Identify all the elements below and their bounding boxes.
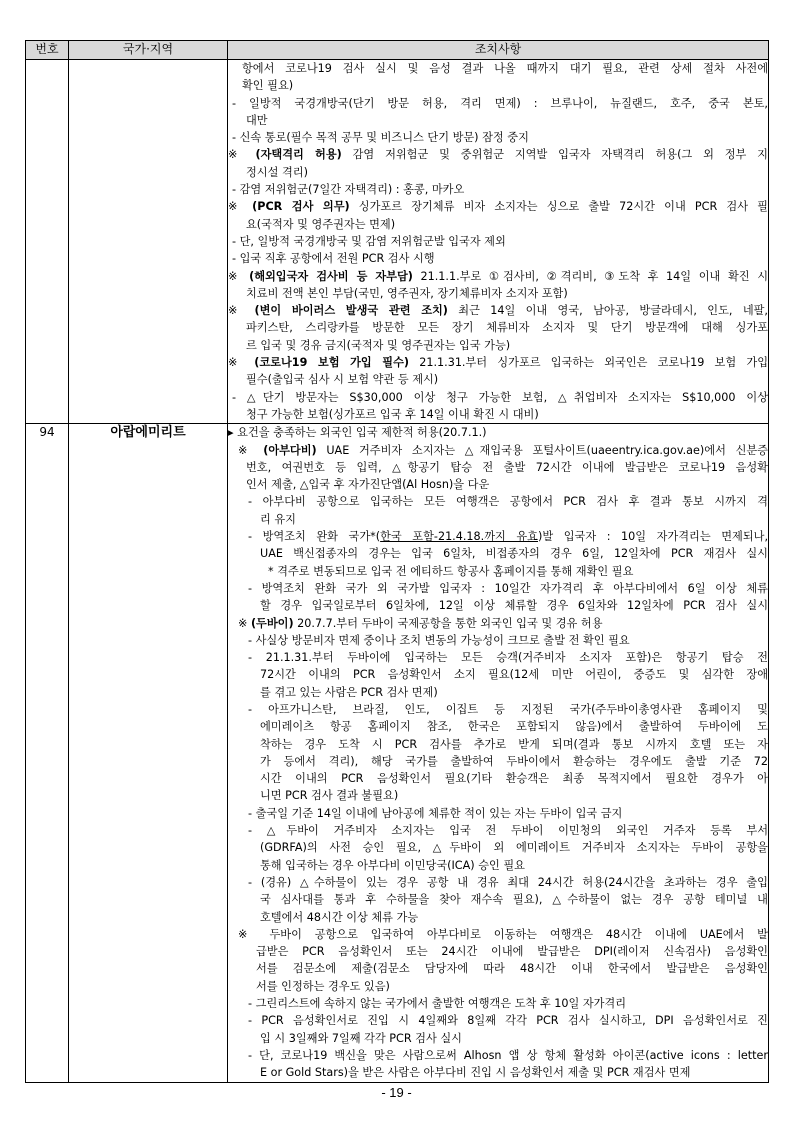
text-line: 호텔에서 48시간 이상 체류 가능 (260, 910, 419, 924)
text-line: ※ (두바이) 20.7.7.부터 두바이 국제공항을 통한 외국인 입국 및 경유 허용 (238, 616, 603, 630)
cell-measures (228, 60, 769, 424)
text-line: 리 유지 (260, 512, 296, 526)
bold-label: (자택격리 허용) (255, 148, 342, 162)
text-line: - (경유) △수하물이 있는 경우 공항 내 경유 최대 24시간 허용(24시간을 초과하는 경우 출입 (248, 875, 768, 889)
text-line: - 아부다비 공항으로 입국하는 모든 여행객은 공항에서 PCR 검사 후 결과 통보 시까지 격 (248, 495, 768, 509)
header-country: 국가·지역 (69, 41, 228, 60)
text-line: ※ (자택격리 허용) 감염 저위험군 및 중위험군 지역발 입국자 자택격리 허용(그 외 정부 지 (228, 148, 768, 162)
text-line: - 방역조치 완화 국가*(한국 포함-21.4.18.까지 유효)발 입국자 : 10일 자가격리는 면제되나, (248, 530, 768, 544)
text-line: 번호, 여권번호 등 입력, △항공기 탑승 전 출발 72시간 이내에 발급받은 코로나19 음성확 (246, 460, 768, 474)
bold-label: (코로나19 보험 가입 필수) (254, 356, 410, 370)
text-line: - 단, 코로나19 백신을 맞은 사람으로써 Alhosn 앱 상 항체 활성화 아이콘(active icons : letter (248, 1048, 768, 1062)
text-line: E or Gold Stars)을 받은 사람은 아부다비 진입 시 음성확인서 제출 및 PCR 재검사 면제 (260, 1066, 691, 1080)
text-line: 착하는 경우 도착 시 PCR 검사를 추가로 받게 되며(결과 통보 시까지 호텔 또는 자 (260, 737, 768, 751)
text-line: - 단, 일방적 국경개방국 및 감염 저위험군발 입국자 제외 (232, 234, 506, 248)
text-line: * 격주로 변동되므로 입국 전 에티하드 항공사 홈페이지를 통해 재확인 필요 (268, 564, 634, 578)
text-line: - △단기 방문자는 S$30,000 이상 청구 가능한 보험, △취업비자 소지자는 S$10,000 이상 (232, 390, 768, 404)
text-line: 요(국적자 및 영주권자는 면제) (246, 217, 396, 231)
text-line: 인서 제출, △입국 후 자가진단앱(Al Hosn)을 다운 (246, 478, 490, 492)
text-line: 국 심사대를 통과 후 수하물을 찾아 재수속 필요), △수하물이 없는 경우 공항 테미널 내 (260, 893, 768, 907)
text-line: - 방역조치 완화 국가 외 국가발 입국자 : 10일간 자가격리 후 아부다비에서 6일 이상 체류 (248, 581, 768, 595)
text-line: - 출국일 기준 14일 이내에 남아공에 체류한 적이 있는 자는 두바이 입국 금지 (248, 806, 623, 820)
text-line: 치료비 전액 본인 부담(국민, 영주권자, 장기체류비자 소지자 포함) (246, 286, 568, 300)
text-line: 항에서 코로나19 검사 실시 및 음성 결과 나올 때까지 대기 필요, 관련 상세 절차 사전에 (242, 62, 768, 75)
text-line: 를 겪고 있는 사람은 PCR 검사 면제) (260, 685, 438, 699)
measures-table (25, 40, 769, 1083)
text-line: 급받은 PCR 음성확인서 또는 24시간 이내에 발급받은 DPI(레이저 신속검사) 음성확인 (256, 945, 768, 959)
cell-measures (228, 424, 769, 1082)
text-line: 필수(출입국 심사 시 보험 약관 등 제시) (246, 373, 439, 387)
bold-label: (변이 바이러스 발생국 관련 조치) (254, 304, 448, 318)
text-line: - △두바이 거주비자 소지자는 입국 전 두바이 이민청의 외국인 거주자 등록 부서 (248, 824, 768, 838)
page-number: - 19 - (381, 1085, 412, 1100)
text-line: 에미레이츠 항공 홈페이지 참조, 한국은 포함되지 않음)에서 출발하여 두바이에 도 (260, 720, 768, 734)
text-line: 니면 PCR 검사 결과 불필요) (260, 789, 399, 803)
text-line: 할 경우 입국일로부터 6일차에, 12일 이상 체류할 경우 6일차와 12일차에 PCR 검사 실시 (260, 599, 768, 613)
text-line: 르 입국 및 경유 금지(국적자 및 영주권자는 입국 가능) (246, 338, 511, 352)
text-line: 서를 검문소에 제출(검문소 담당자에 따라 48시간 이내 한국에서 발급받은 음성확인 (256, 962, 768, 976)
bold-label: (PCR 검사 의무) (252, 200, 350, 214)
text-line: ※ (코로나19 보험 가입 필수) 21.1.31.부터 싱가포르 입국하는 외국인은 코로나19 보험 가입 (228, 356, 768, 370)
text-line: ※ (아부다비) UAE 거주비자 소지자는 △재입국용 포털사이트(uaeentry.ica.gov.ae)에서 신분증 (238, 443, 768, 457)
text-line: - 감염 저위험군(7일간 자택격리) : 홍콩, 마카오 (232, 183, 465, 197)
country-name: 아랍에미리트 (69, 424, 228, 1082)
text-line: - 일방적 국경개방국(단기 방문 허용, 격리 면제) : 브루나이, 뉴질랜드, 호주, 중국 본토, (232, 96, 768, 110)
bold-label: (두바이) (250, 616, 294, 630)
text-line: 파키스탄, 스리랑카를 방문한 모든 장기 체류비자 소지자 및 단기 방문객에 대해 싱가포 (246, 321, 768, 335)
text-line: - PCR 음성확인서로 진입 시 4일째와 8일째 각각 PCR 검사 실시하고, DPI 음성확인서로 진 (248, 1014, 768, 1028)
header-measures: 조치사항 (228, 41, 769, 60)
bold-label: (해외입국자 검사비 등 자부담) (249, 269, 413, 283)
text-line: ▸ 요건을 충족하는 외국인 입국 제한적 허용(20.7.1.) (228, 426, 487, 440)
cell-country-empty (69, 60, 228, 424)
text-line: 서를 인정하는 경우도 있음) (256, 979, 390, 993)
text-line: (GDRFA)의 사전 승인 필요, △두바이 외 에미레이트 거주비자 소지자는 두바이 공항을 (260, 841, 768, 855)
text-line: ※ (PCR 검사 의무) 싱가포르 장기체류 비자 소지자는 싱으로 출발 72시간 이내 PCR 검사 필 (228, 200, 768, 214)
text-line: ※ (변이 바이러스 발생국 관련 조치) 최근 14일 이내 영국, 남아공, 방글라데시, 인도, 네팔, (228, 304, 768, 318)
table-row-singapore-continued (26, 60, 769, 424)
bold-label: (아부다비) (263, 443, 317, 457)
text-line: 72시간 이내의 PCR 음성확인서 소지 필요(12세 미만 어린이, 중증도 및 심각한 장애 (260, 668, 768, 682)
header-number: 번호 (26, 41, 69, 60)
text-line: 확인 필요) (242, 79, 294, 93)
text-line: 대만 (246, 113, 268, 127)
text-line: 청구 가능한 보험(싱가포르 입국 후 14일 이내 확진 시 대비) (246, 407, 539, 421)
text-line: - 그린리스트에 속하지 않는 국가에서 출발한 여행객은 도착 후 10일 자가격리 (248, 997, 627, 1011)
text-line: - 입국 직후 공항에서 전원 PCR 검사 시행 (232, 252, 435, 266)
text-line: - 신속 통로(필수 목적 공무 및 비즈니스 단기 방문) 잠정 중지 (232, 131, 529, 145)
header-row (26, 41, 769, 60)
text-line: ※ 두바이 공항으로 입국하여 아부다비로 이동하는 여행객은 48시간 이내에 UAE에서 발 (238, 927, 768, 941)
text-line: 가 등에서 격리), 해당 국가를 출발하여 두바이에서 환승하는 경우에도 출발 기준 72 (260, 754, 768, 768)
text-line: UAE 백신접종자의 경우는 입국 6일차, 비접종자의 경우 6일, 12일차에 PCR 재검사 실시 (260, 547, 768, 561)
text-line: 시간 이내의 PCR 음성확인서 필요(기타 환승객은 최종 목적지에서 필요한 경우가 아 (260, 772, 768, 786)
text-line: 정시설 격리) (246, 165, 308, 179)
text-line: - 21.1.31.부터 두바이에 입국하는 모든 승객(거주비자 소지자 포함)은 항공기 탑승 전 (248, 651, 768, 665)
underlined-text: 한국 포함-21.4.18.까지 유효 (380, 530, 538, 544)
text-line: 통해 입국하는 경우 아부다비 이민당국(ICA) 승인 필요 (260, 858, 525, 872)
cell-number-empty (26, 60, 69, 424)
text-line: ※ (해외입국자 검사비 등 자부담) 21.1.1.부로 ①검사비, ②격리비, ③도착 후 14일 이내 확진 시 (228, 269, 768, 283)
text-line: - 사실상 방문비자 면제 중이나 조치 변동의 가능성이 크므로 출발 전 확인 필요 (248, 633, 630, 647)
text-line: 입 시 3일째와 7일째 각각 PCR 검사 실시 (260, 1031, 462, 1045)
text-line: - 아프가니스탄, 브라질, 인도, 이집트 등 지정된 국가(주두바이총영사관 홈페이지 및 (248, 702, 768, 716)
table-row-uae (26, 424, 769, 1082)
row-number: 94 (26, 424, 69, 1082)
